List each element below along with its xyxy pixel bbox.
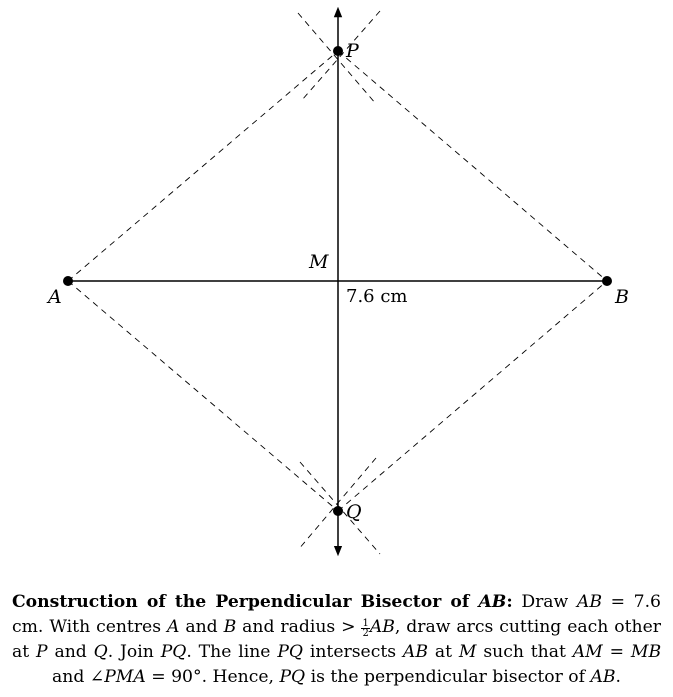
caption-title: Construction of the Perpendicular Bisector of AB: bbox=[12, 592, 513, 612]
arc-mark-p-right bbox=[302, 11, 380, 100]
arc-mark-p-left bbox=[298, 13, 376, 104]
dashed-line-q-b bbox=[338, 281, 607, 511]
dashed-line-p-b bbox=[338, 51, 607, 281]
point-a bbox=[63, 276, 73, 286]
label-m: M bbox=[309, 251, 329, 273]
dashed-line-a-q bbox=[68, 281, 338, 511]
label-a: A bbox=[48, 286, 62, 308]
label-length: 7.6 cm bbox=[346, 286, 408, 307]
dashed-line-a-p bbox=[68, 51, 338, 281]
caption: Construction of the Perpendicular Bisector of AB: Draw AB = 7.6 cm. With centres A and B and radius > $\frac{1}{2}$ AB, draw arcs cutting each other at P and Q. Join PQ. The line PQ intersects AB at M such that AM = MB and ∠PMA = 90°. Hence, PQ is the perpendicular bisector of AB. bbox=[12, 592, 662, 687]
label-p: P bbox=[346, 40, 359, 62]
point-q bbox=[333, 506, 343, 516]
fraction-half: $\frac{1}{2}$ bbox=[362, 618, 369, 639]
label-q: Q bbox=[346, 501, 362, 523]
arc-mark-q-right bbox=[298, 458, 376, 550]
point-p bbox=[333, 46, 343, 56]
label-b: B bbox=[615, 286, 629, 308]
point-b bbox=[602, 276, 612, 286]
